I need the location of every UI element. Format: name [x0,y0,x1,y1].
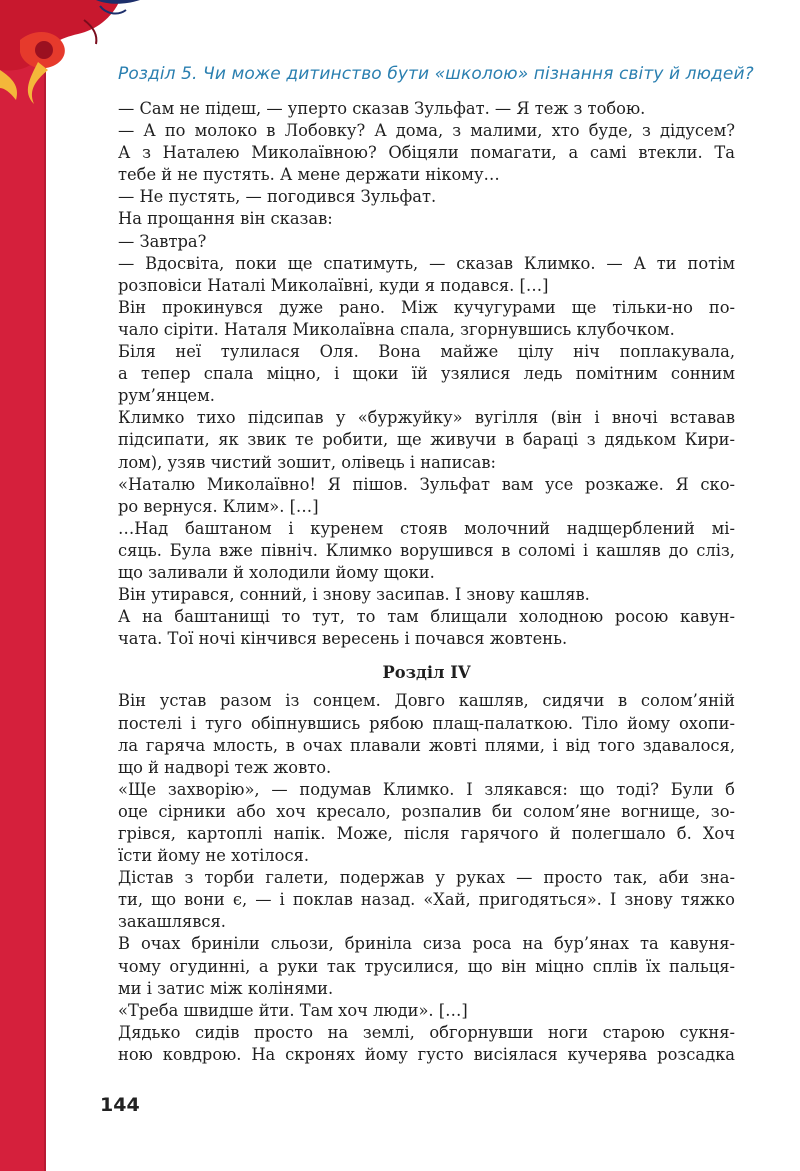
text-line: що й надворі теж жовто. [118,757,332,777]
page-number: 144 [100,1094,140,1116]
text-line: Він утирався, сонний, і знову засипав. І знову кашляв. [118,585,590,605]
text-line: розповіси Наталі Миколаївні, куди я подався. […] [118,275,549,295]
text-line: Він прокинувся дуже рано. Між кучугурами ще тільки-но по- [118,297,735,317]
text-line: «Наталю Миколаївно! Я пішов. Зульфат вам усе розкаже. Я ско- [118,474,735,494]
text-line: …Над баштаном і куренем стояв молочний надщерблений мі- [118,518,735,538]
text-line: — А по молоко в Лобовку? А дома, з малими, хто буде, з дідусем? [118,121,735,141]
text-line: «Ще захворію», — подумав Климко. І злякався: що тоді? Були б [118,779,735,799]
text-line: — Вдосвіта, поки ще спатимуть, — сказав Климко. — А ти потім [118,253,735,273]
text-line: ми і затис між колінями. [118,978,334,998]
text-line: «Треба швидше йти. Там хоч люди». […] [118,1000,468,1020]
text-line: чата. Тої ночі кінчився вересень і почався жовтень. [118,629,568,649]
running-header: Розділ 5. Чи може дитинство бути «школою» пізнання світу й людей? [118,64,754,84]
text-line: чало сіріти. Наталя Миколаївна спала, згорнувшись клубочком. [118,319,675,339]
text-line: лом), узяв чистий зошит, олівець і написав: [118,452,497,472]
body-text [118,98,735,1066]
text-line: На прощання він сказав: [118,209,333,229]
chapter-heading: Розділ IV [382,663,471,683]
text-line: ною ковдрою. На скронях йому густо висіялася кучерява розсадка [118,1044,735,1064]
text-line: А на баштанищі то тут, то там блищали холодною росою кавун- [118,607,735,627]
text-line: грівся, картоплі напік. Може, після гарячого й полегшало б. Хоч [118,824,735,843]
text-line: рум’янцем. [118,386,215,406]
text-line: Дістав з торби галети, подержав у руках — просто так, аби зна- [118,868,735,888]
page-edge-shadow [44,0,46,1171]
text-line: ти, що вони є, — і поклав назад. «Хай, пригодяться». І знову тяжко [118,890,735,910]
text-line: закашлявся. [118,912,226,932]
text-line: тебе й не пустять. А мене держати нікому… [118,165,500,185]
text-line: В очах бриніли сльози, бриніла сиза роса на бур’янах та кавуня- [118,934,735,954]
text-line: їсти йому не хотілося. [118,846,310,866]
text-part-2 [118,690,735,1066]
text-line: — Не пустять, — погодився Зульфат. [118,187,437,207]
text-line: сяць. Була вже північ. Климко ворушився в соломі і кашляв до сліз, [118,540,735,560]
text-line: підсипати, як звик те робити, ще живучи в бараці з дядьком Кири- [118,430,735,450]
text-line: Дядько сидів просто на землі, обгорнувши ноги старою сукня- [118,1022,735,1042]
text-line: чому огудинні, а руки так трусилися, що він міцно сплів їх пальця- [118,956,735,976]
text-line: ла гаряча млость, в очах плавали жовті плями, і від того здавалося, [118,735,735,755]
page-edge-stripe [0,0,44,1171]
text-line: а тепер спала міцно, і щоки їй узялися ледь помітним сонним [118,364,735,384]
text-line: — Сам не підеш, — уперто сказав Зульфат. — Я теж з тобою. [118,99,646,118]
text-line: Він устав разом із сонцем. Довго кашляв, сидячи в солом’яній [118,691,735,711]
text-line: ро вернуся. Клим». […] [118,496,319,516]
text-line: постелі і туго обіпнувшись рябою плащ-палаткою. Тіло йому охопи- [118,713,735,733]
text-line: Климко тихо підсипав у «буржуйку» вугілля (він і вночі вставав [118,408,735,428]
text-line: А з Наталею Миколаївною? Обіцяли помагати, а самі втекли. Та [118,143,735,163]
text-line: оце сірники або хоч кресало, розпалив би солом’яне вогнище, зо- [118,801,735,821]
text-line: що заливали й холодили йому щоки. [118,562,435,582]
text-line: — Завтра? [118,231,207,251]
text-part-1 [118,98,735,650]
text-line: Біля неї тулилася Оля. Вона майже цілу ніч поплакувала, [118,342,735,362]
